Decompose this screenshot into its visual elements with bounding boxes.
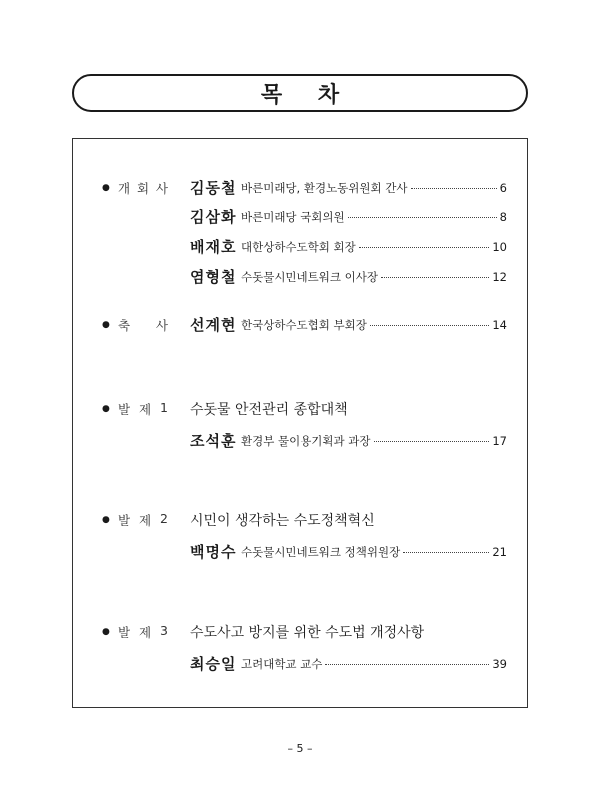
entry-description: 한국상하수도협회 부회장	[241, 318, 367, 332]
page-title: 목 차	[260, 82, 354, 108]
speaker-name: 배재호	[190, 238, 237, 256]
toc-entry[interactable]	[241, 433, 507, 449]
bullet-icon: ●	[102, 183, 110, 193]
page-footer-number: – 5 –	[287, 742, 313, 755]
speaker-name: 백명수	[190, 543, 237, 561]
entry-description: 수돗물시민네트워크 이사장	[241, 270, 378, 284]
presentation-topic: 수돗물 안전관리 종합대책	[190, 402, 348, 418]
toc-entry[interactable]	[241, 180, 507, 196]
toc-entry[interactable]	[241, 269, 507, 285]
entry-description: 환경부 물이용기획과 과장	[241, 434, 371, 448]
toc-entry[interactable]	[241, 209, 507, 225]
dot-leader	[411, 188, 497, 189]
entry-description: 고려대학교 교수	[241, 657, 323, 671]
toc-entry[interactable]	[241, 317, 507, 333]
page-number: 12	[492, 270, 507, 284]
bullet-icon: ●	[102, 404, 110, 414]
dot-leader	[325, 664, 489, 665]
speaker-name: 김동철	[190, 179, 237, 197]
dot-leader	[370, 325, 490, 326]
toc-entry[interactable]	[241, 239, 507, 255]
section-label-presentation-1: 발 제 1	[118, 400, 168, 417]
dot-leader	[403, 552, 489, 553]
bullet-icon: ●	[102, 515, 110, 525]
entry-description: 바른미래당, 환경노동위원회 간사	[241, 181, 408, 195]
speaker-name: 최승일	[190, 655, 237, 673]
dot-leader	[381, 277, 489, 278]
speaker-name: 염형철	[190, 268, 237, 286]
entry-description: 바른미래당 국회의원	[241, 210, 345, 224]
dot-leader	[348, 217, 497, 218]
page-number: 14	[492, 318, 507, 332]
page-number: 8	[499, 210, 507, 224]
speaker-name: 김삼화	[190, 208, 237, 226]
bullet-icon: ●	[102, 320, 110, 330]
toc-entry[interactable]	[241, 544, 507, 560]
bullet-icon: ●	[102, 627, 110, 637]
toc-title-bar	[72, 74, 528, 112]
presentation-topic: 시민이 생각하는 수도정책혁신	[190, 513, 375, 529]
entry-description: 대한상하수도학회 회장	[241, 240, 356, 254]
speaker-name: 조석훈	[190, 432, 237, 450]
page-number: 17	[492, 434, 507, 448]
presentation-topic: 수도사고 방지를 위한 수도법 개정사항	[190, 625, 425, 641]
page-number: 21	[492, 545, 507, 559]
section-label-presentation-2: 발 제 2	[118, 511, 168, 528]
toc-entry[interactable]	[241, 656, 507, 672]
speaker-name: 선계현	[190, 316, 237, 334]
page-number: 10	[492, 240, 507, 254]
section-label-opening: 개 회 사	[118, 181, 168, 196]
section-label-presentation-3: 발 제 3	[118, 623, 168, 640]
entry-description: 수돗물시민네트워크 정책위원장	[241, 545, 401, 559]
section-label-congratulatory: 축 사	[118, 318, 168, 333]
page-number: 39	[492, 657, 507, 671]
dot-leader	[359, 247, 490, 248]
page-number: 6	[499, 181, 507, 195]
dot-leader	[374, 441, 490, 442]
